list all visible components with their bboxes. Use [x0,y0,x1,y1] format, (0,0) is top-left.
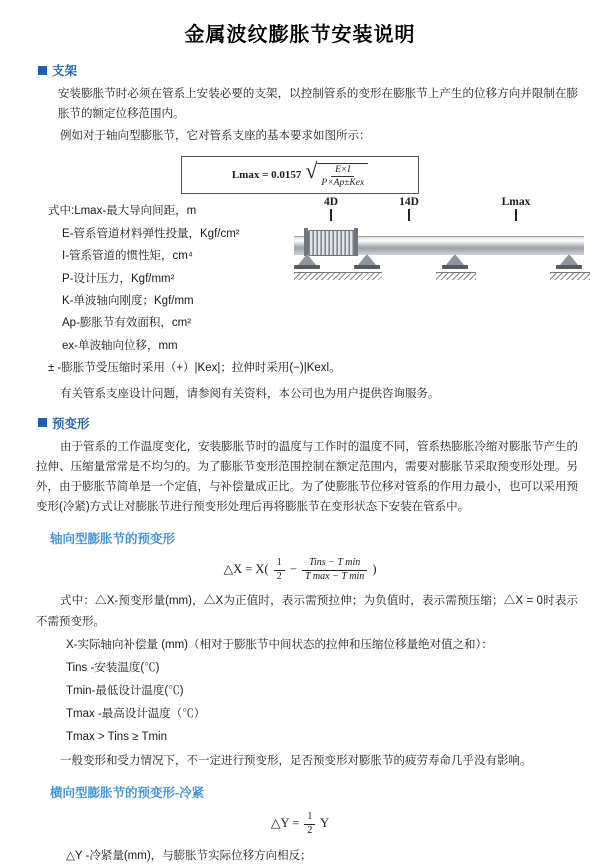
support-anchor-2-icon [354,254,380,270]
flange-left-icon [304,228,308,256]
legend-item: I-管系管道的惯性矩，cm⁴ [62,250,193,263]
ground-hatch-left [294,272,382,280]
ground-hatch-mid [436,272,476,280]
legend-item-0: Lmax-最大导向间距，m [74,205,197,218]
legend-item: K-单波轴向刚度；Kgf/mm [62,295,194,308]
subheading-axial-predeform: 轴向型膨胀节的预变形 [50,532,176,547]
axial-legend-item-0: X-实际轴向补偿量 (mm)（相对于膨胀节中间状态的拉伸和压缩位移量绝对值之和）： [66,638,493,651]
legend-item: ± -膨胀节受压缩时采用（+）|Kex|；拉伸时采用(−)|Kexl。 [48,362,341,375]
subheading-lateral-predeform: 横向型膨胀节的预变形-冷紧 [50,786,205,801]
lmax-formula-denominator: P×Ap±Kex [321,178,365,189]
dimension-lmax-label: Lmax [501,196,531,208]
square-root-icon: √ $\frac{E\times I}{\text{P×Ap±Kex}}$ [305,162,368,188]
lateral-formula-lhs: △Y = [270,816,300,831]
axial-predeform-note: 式中：△X-预变形量(mm)，△X为正值时，表示需预拉伸；为负值时，表示需预压缩；△X = 0时表示不需预变形。 [36,595,578,628]
blue-square-bullet-icon [38,418,47,427]
legend-intro: 式中: [48,205,75,218]
ground-hatch-right [550,272,590,280]
bellows-icon [308,230,356,256]
blue-square-bullet-icon [38,66,47,75]
support-figure [294,196,584,286]
axial-formula-minus: − [289,562,297,577]
axial-formula-temperature-fraction: $\frac{\text{Tins − T min}}{\text{T max − T min}}$ [302,557,367,583]
section-heading-support-label: 支架 [52,64,78,78]
lateral-formula-fraction: $\frac{1}{2}$ [304,811,315,837]
axial-formula-coefficient: $\frac{1}{2}$ [274,557,285,583]
lateral-predeform-note: △Y -冷紧量(mm)，与膨胀节实际位移方向相反； [66,850,312,863]
legend-item: P-设计压力，Kgf/mm² [62,272,175,285]
page-title: 金属波纹膨胀节安装说明 [184,24,416,46]
axial-legend-item-4: Tmax > Tins ≥ Tmin [66,730,167,743]
legend-item: ex-单波轴向位移，mm [62,339,178,352]
dimension-14d-label: 14D [399,196,419,208]
support-anchor-4-icon [556,254,582,270]
axial-legend-item-2: Tmin-最低设计温度(℃) [66,684,184,697]
section-heading-predeform-label: 预变形 [52,416,90,431]
legend-item: E-管系管道材料弹性投量，Kgf/cm² [62,227,240,240]
support-closing-paragraph: 有关管系支座设计问题，请参阅有关资料，本公司也为用户提供咨询服务。 [60,387,440,400]
predeform-body-paragraph: 由于管系的工作温度变化，安装膨胀节时的温度与工作时的温度不同，管系热膨胀冷缩对膨胀节产生的拉伸、压缩量常常是不均匀的。为了膨胀节变形范围控制在额定范围内，需要对膨胀节采取预变形处理。另外，由于膨胀节简单是一个定值，与补偿量成正比。为了使膨胀节位移对管系的作用力最小，也可以采用预变形(冷紧)方式让对膨胀节进行预变形处理后再将膨胀节在变形状态下安装在管系中。 [36,440,578,514]
figure-dimension-row [294,196,584,218]
lmax-formula-lhs: Lmax = 0.0157 [231,169,302,182]
support-example-intro: 例如对于轴向型膨胀节，它对管系支座的基本要求如图所示： [60,130,371,143]
axial-legend-item-1: Tins -安装温度(℃) [66,661,160,674]
support-body-paragraph: 安装膨胀节时必须在管系上安装必要的支架，以控制管系的变形在膨胀节上产生的位移方向并限制在膨胀节的额定位移范围内。 [58,88,578,121]
lateral-formula-rhs: Y [320,816,330,831]
support-anchor-3-icon [442,254,468,270]
axial-legend-item-3: Tmax -最高设计温度（℃） [66,707,206,720]
support-anchor-1-icon [294,254,320,270]
dimension-4d-label: 4D [323,196,339,208]
lmax-formula-numerator: E×I [331,165,354,177]
lateral-predeform-formula [18,811,582,837]
axial-formula-lhs: △X = X( [223,562,269,577]
lmax-formula [181,156,419,194]
flange-right-icon [354,228,358,256]
axial-predeform-closing: 一般变形和受力情况下，不一定进行预变形，足否预变形对膨胀节的疲劳寿命几乎没有影响。 [60,754,532,767]
section-heading-support [38,61,582,79]
axial-predeform-formula [18,557,582,583]
section-heading-predeform [38,414,582,432]
legend-item: Ap-膨胀节有效面积，cm² [62,317,192,330]
axial-formula-rhs: ) [372,562,377,577]
pipe-assembly-diagram [294,218,584,286]
